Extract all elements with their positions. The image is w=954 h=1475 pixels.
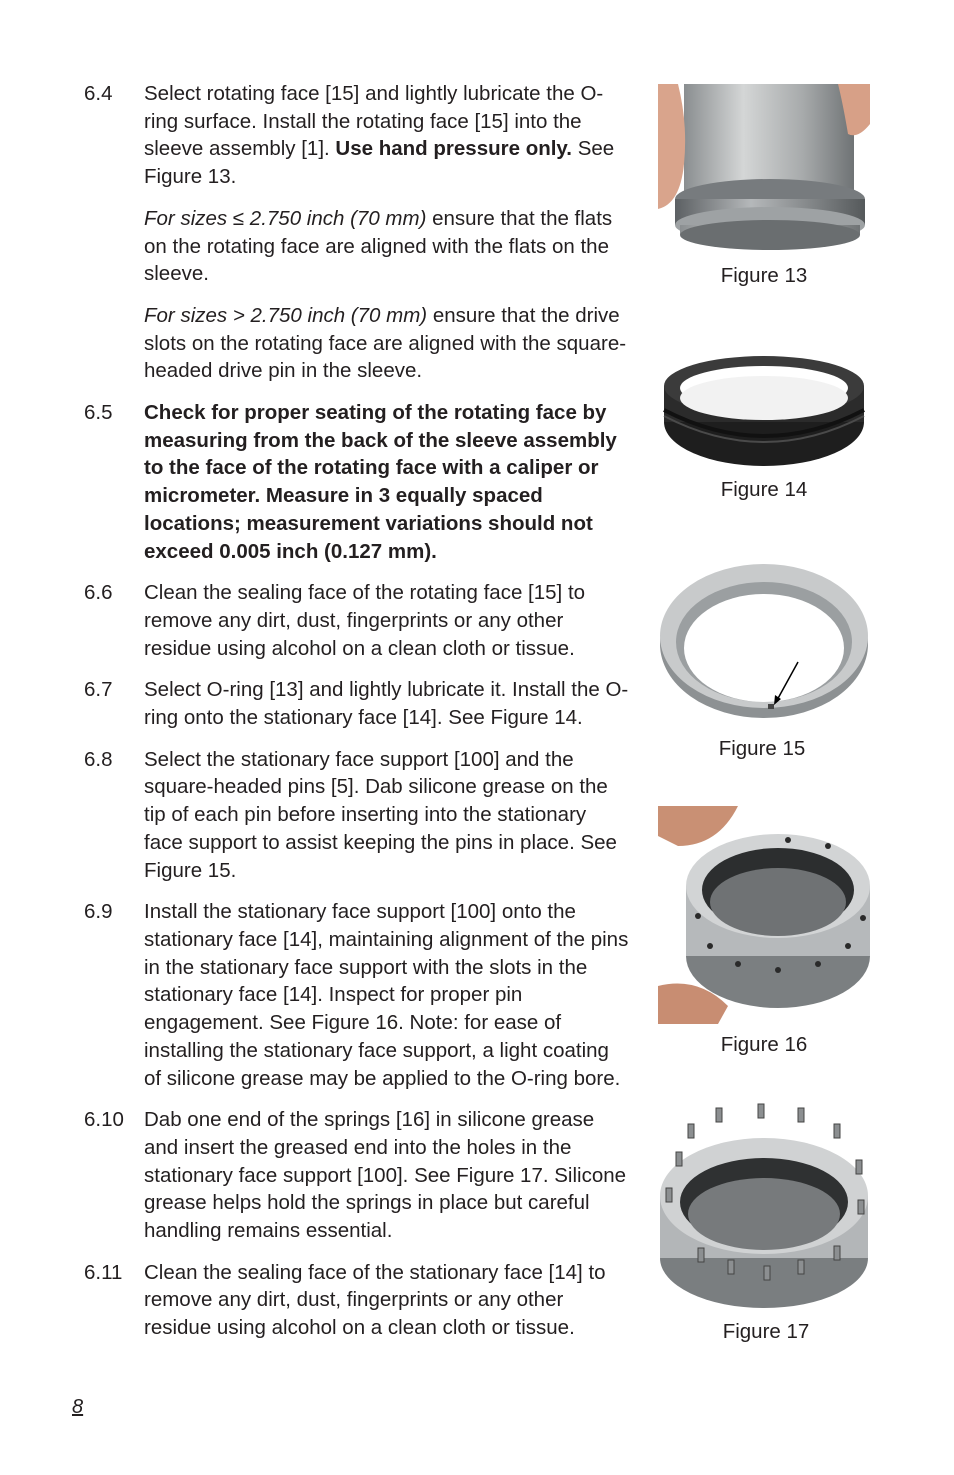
step-number: 6.7 <box>84 678 113 702</box>
page-number: 8 <box>72 1396 84 1418</box>
step-6-10 <box>84 1106 629 1245</box>
step-number: 6.10 <box>84 1108 124 1132</box>
step-6-11 <box>84 1259 629 1342</box>
figure-16-caption: Figure 16 <box>720 1033 808 1056</box>
step-body: Select O-ring [13] and lightly lubricate it. Install the O-ring onto the stationary face [14]. See Figure 14. <box>144 678 629 730</box>
figure-14-caption: Figure 14 <box>720 478 808 501</box>
step-body: Clean the sealing face of the rotating face [15] to remove any dirt, dust, fingerprints or any other residue using alcohol on a clean cloth or tissue. <box>144 581 586 660</box>
procedure-steps <box>84 80 629 1356</box>
step-number: 6.8 <box>84 747 113 771</box>
step-6-6 <box>84 579 629 662</box>
step-number: 6.6 <box>84 581 113 605</box>
figure-14-image <box>658 352 870 472</box>
step-body: Clean the sealing face of the stationary face [14] to remove any dirt, dust, fingerprints or any other residue using alcohol on a clean cloth or tissue. <box>144 1260 606 1340</box>
figure-13-caption: Figure 13 <box>720 264 808 287</box>
step-body: Dab one end of the springs [16] in silicone grease and insert the greased end into the holes in the stationary face support [100]. See Figure 17. Silicone grease helps hold the springs in place but careful handling remains essential. <box>144 1108 627 1243</box>
figure-16-image <box>658 806 870 1024</box>
step-6-5 <box>84 399 629 565</box>
step-6-7 <box>84 676 629 731</box>
figure-13-image <box>658 84 870 254</box>
step-body: Select rotating face [15] and lightly lubricate the O-ring surface. Install the rotating face [15] into the sleeve assembly [1]. Use hand pressure only. See Figure 13. For sizes ≤ 2.750 inch (70 mm) ensure that the flats on the rotating face are aligned with the flats on the sleeve. For sizes > 2.750 inch (70 mm) ensure that the drive slots on the rotating face are aligned with the square-headed drive pin in the sleeve. <box>144 82 627 383</box>
step-6-9 <box>84 898 629 1092</box>
figure-17-image <box>658 1100 870 1312</box>
step-6-4 <box>84 80 629 385</box>
step-body: Check for proper seating of the rotating face by measuring from the back of the sleeve assembly to the face of the rotating face with a caliper or micrometer. Measure in 3 equally spaced locations; measurement variations should not exceed 0.005 inch (0.127 mm). <box>144 401 617 563</box>
figure-15-caption: Figure 15 <box>718 737 806 760</box>
step-body: Install the stationary face support [100] onto the stationary face [14], maintaining alignment of the pins in the stationary face support with the slots in the stationary face [14]. Inspect for proper pin engagement. See Figure 16. Note: for ease of installing the stationary face support, a light coating of silicone grease may be applied to the O-ring bore. <box>144 900 629 1090</box>
step-body: Select the stationary face support [100] and the square-headed pins [5]. Dab silicone grease on the tip of each pin before inserting into the stationary face support to assist keeping the pins in place. See Figure 15. <box>144 747 617 882</box>
step-number: 6.4 <box>84 82 113 105</box>
step-number: 6.5 <box>84 401 113 425</box>
step-6-8 <box>84 746 629 885</box>
step-number: 6.9 <box>84 900 113 924</box>
figure-17-caption: Figure 17 <box>722 1320 810 1343</box>
step-number: 6.11 <box>84 1260 123 1284</box>
figure-15-image <box>658 552 870 722</box>
